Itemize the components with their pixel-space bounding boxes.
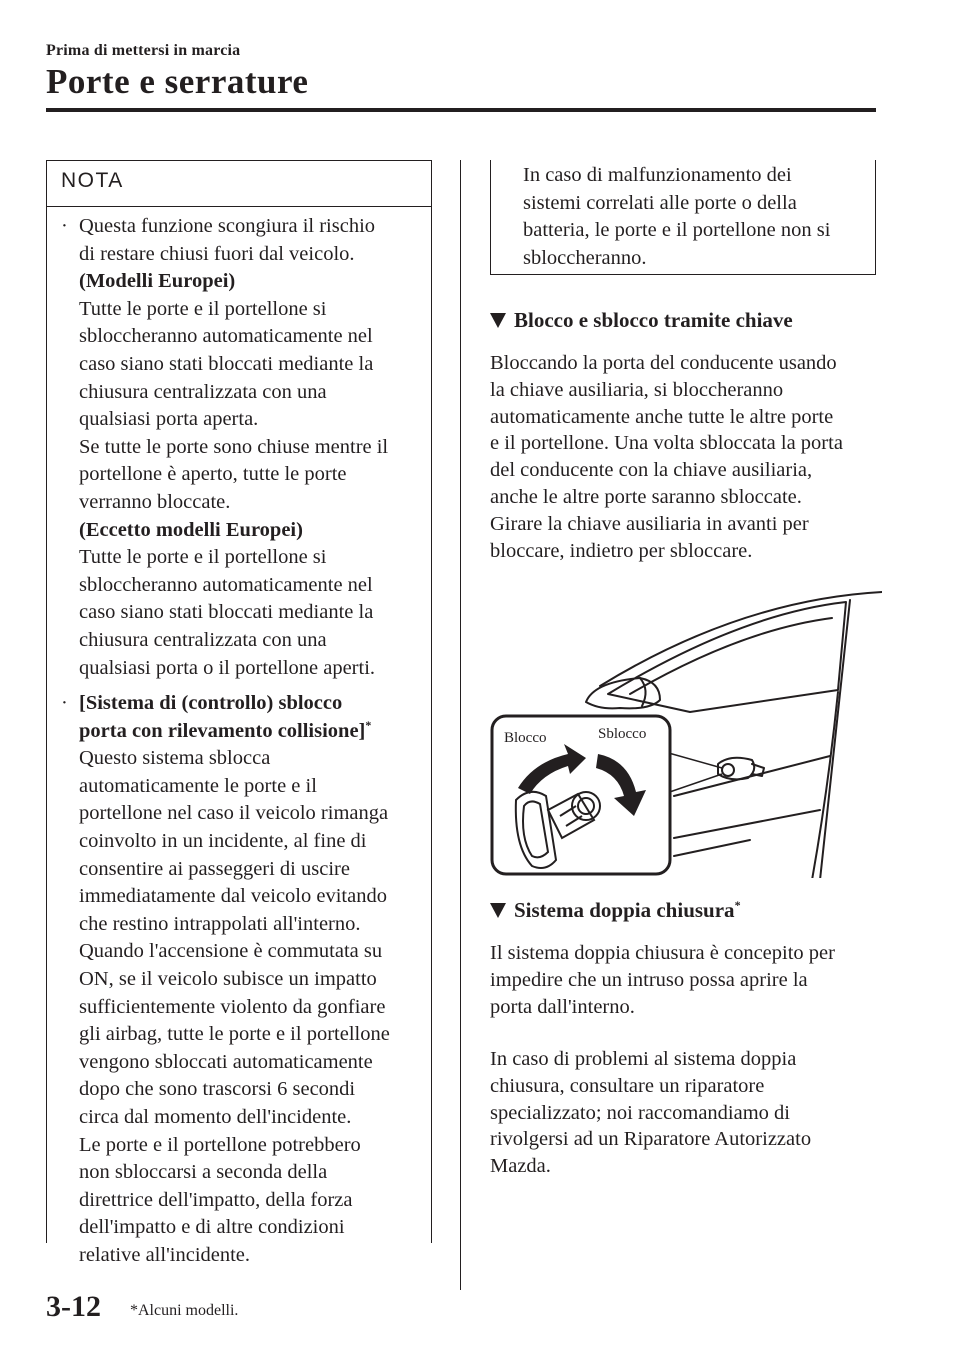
note-line: che restino intrappolati all'interno. — [79, 912, 361, 935]
section-heading-key — [490, 308, 793, 333]
note-line: Questo sistema sblocca — [79, 747, 271, 770]
section-double-body-2 — [490, 1046, 880, 1180]
body-line: specializzato; noi raccomandiamo di — [490, 1101, 790, 1124]
note-line: coinvolto in un incidente, al fine di — [79, 830, 367, 853]
note-separator — [47, 206, 431, 207]
body-line: rivolgersi ad un Riparatore Autorizzato — [490, 1128, 812, 1151]
body-line: Mazda. — [490, 1155, 551, 1178]
note-line: non sbloccarsi a seconda della — [79, 1161, 328, 1184]
section-double-body — [490, 940, 880, 1020]
body-line: In caso di problemi al sistema doppia — [490, 1048, 797, 1070]
body-line: Girare la chiave ausiliaria in avanti per — [490, 512, 809, 535]
note-line: caso siano stati bloccati mediante la — [79, 352, 374, 375]
section-heading-text: Blocco e sblocco tramite chiave — [514, 308, 793, 332]
note-line: Quando l'accensione è commutata su — [79, 940, 383, 963]
note-line: direttrice dell'impatto, della forza — [79, 1188, 353, 1211]
note-line: dopo che sono trascorsi 6 secondi — [79, 1078, 356, 1101]
section-heading-text: Sistema doppia chiusura — [514, 898, 735, 922]
door-handle — [718, 758, 754, 780]
note-line: Tutte le porte e il portellone si — [79, 546, 327, 569]
body-line: del conducente con la chiave ausiliaria, — [490, 459, 813, 482]
note-line: Questa funzione scongiura il rischio — [79, 215, 376, 237]
note-line: dell'impatto e di altre condizioni — [79, 1216, 345, 1239]
illustration-svg — [490, 590, 882, 878]
note-continued-box — [490, 160, 876, 275]
footnote-asterisk: * — [365, 717, 372, 732]
note-line: sistemi correlati alle porte o della — [523, 191, 797, 214]
note-line: portellone è aperto, tutte le porte — [79, 463, 347, 486]
bullet-dot: · — [61, 692, 68, 715]
car-door-rear-edge — [820, 600, 850, 878]
note-line: sbloccheranno automaticamente nel — [79, 573, 373, 596]
section-heading-double-lock — [490, 898, 741, 923]
note-subheading-non-eu: (Eccetto modelli Europei) — [79, 518, 303, 541]
note-line: batteria, le porte e il portellone non si — [523, 219, 831, 242]
heading-text: porta con rilevamento collisione] — [79, 719, 366, 742]
note-line: sbloccheranno automaticamente nel — [79, 325, 373, 348]
header-rule — [46, 108, 876, 112]
note-line: consentire ai passeggeri di uscire — [79, 857, 350, 880]
note-line: qualsiasi porta aperta. — [79, 408, 259, 431]
note-line: circa dal momento dell'incidente. — [79, 1106, 352, 1128]
note-line: sufficientemente violento da gonfiare — [79, 995, 386, 1018]
note-line: immediatamente dal veicolo evitando — [79, 885, 387, 908]
body-line: chiusura, consultare un riparatore — [490, 1074, 765, 1097]
note-line: chiusura centralizzata con una — [79, 380, 327, 403]
page-number: 3-12 — [46, 1290, 101, 1323]
note-title: NOTA — [61, 169, 124, 192]
car-window-inner — [630, 618, 832, 694]
body-line: Bloccando la porta del conducente usando — [490, 352, 837, 374]
note-line: qualsiasi porta o il portellone aperti. — [79, 656, 376, 679]
note-line: chiusura centralizzata con una — [79, 628, 327, 651]
triangle-marker-icon — [490, 313, 506, 328]
note-heading-collision-2 — [79, 718, 427, 746]
note-heading-collision: [Sistema di (controllo) sblocco — [79, 692, 343, 715]
note-line: verranno bloccate. — [79, 490, 231, 513]
note-body — [59, 213, 427, 1270]
note-line: caso siano stati bloccati mediante la — [79, 601, 374, 624]
section-key-body — [490, 350, 880, 564]
note-bullet-2 — [59, 690, 427, 1269]
body-line: impedire che un intruso possa aprire la — [490, 968, 808, 991]
triangle-marker-icon — [490, 903, 506, 918]
note-line: sbloccheranno. — [523, 246, 647, 269]
body-line: automaticamente anche tutte le altre porte — [490, 405, 834, 428]
body-line: porta dall'interno. — [490, 995, 635, 1018]
note-box — [46, 160, 432, 1266]
note-line: di restare chiusi fuori dal veicolo. — [79, 242, 355, 265]
key-lock-illustration — [490, 590, 882, 878]
note-line: relative all'incidente. — [79, 1243, 251, 1266]
header-subtitle: Prima di mettersi in marcia — [46, 42, 241, 59]
car-door-line — [812, 692, 838, 878]
note-line: automaticamente le porte e il — [79, 774, 317, 797]
body-line: bloccare, indietro per sbloccare. — [490, 539, 753, 562]
car-window-frame — [608, 602, 846, 712]
note-line: Se tutte le porte sono chiuse mentre il — [79, 435, 389, 458]
note-line: In caso di malfunzionamento dei — [523, 164, 792, 186]
note-line: portellone nel caso il veicolo rimanga — [79, 802, 389, 825]
note-bullet-1 — [59, 213, 427, 682]
body-line: Il sistema doppia chiusura è concepito per — [490, 942, 835, 964]
note-line: vengono sbloccati automaticamente — [79, 1050, 373, 1073]
page-title: Porte e serrature — [46, 62, 309, 101]
bullet-dot: · — [61, 215, 68, 237]
note-line: ON, se il veicolo subisce un impatto — [79, 968, 377, 991]
footnote: *Alcuni modelli. — [130, 1302, 239, 1319]
column-divider — [460, 160, 461, 1290]
note-subheading-eu: (Modelli Europei) — [79, 270, 236, 293]
note-continued-body — [523, 162, 873, 272]
keyhole — [722, 764, 734, 776]
footnote-asterisk: * — [734, 898, 741, 912]
note-line: Le porte e il portellone potrebbero — [79, 1133, 361, 1156]
label-unlock: Sblocco — [598, 726, 647, 742]
body-line: la chiave ausiliaria, si bloccheranno — [490, 378, 784, 401]
note-line: gli airbag, tutte le porte e il portellone — [79, 1023, 390, 1046]
body-line: e il portellone. Una volta sbloccata la porta — [490, 432, 843, 455]
label-lock: Blocco — [504, 730, 547, 746]
body-line: anche le altre porte saranno sbloccate. — [490, 485, 802, 508]
note-line: Tutte le porte e il portellone si — [79, 297, 327, 320]
